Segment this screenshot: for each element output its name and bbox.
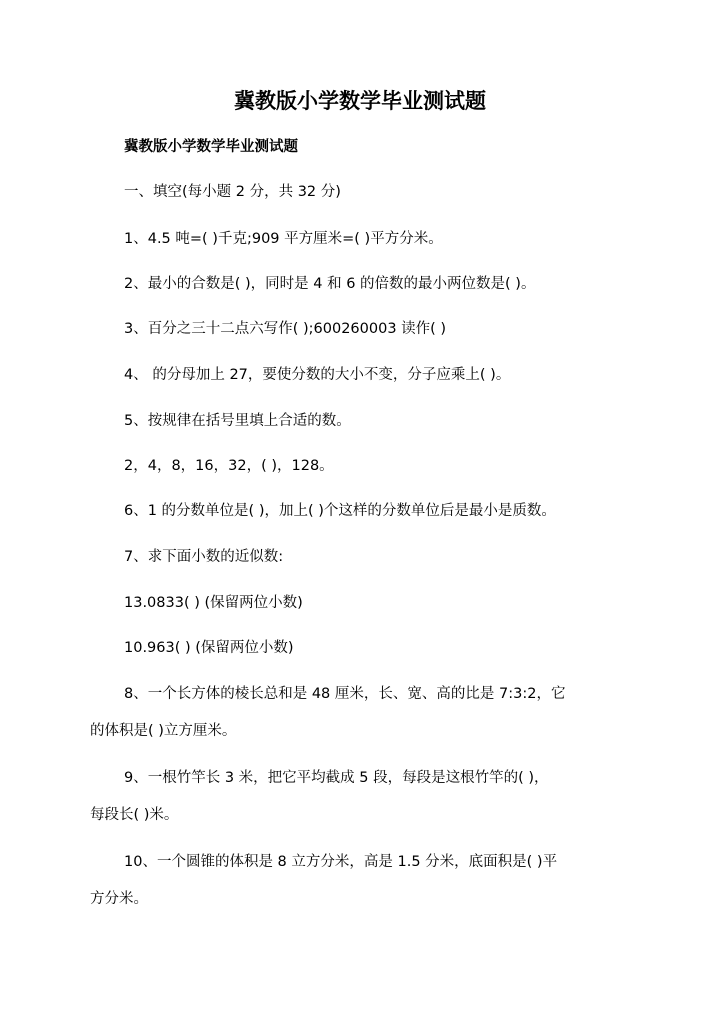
question-5-sequence: 2，4，8，16，32，( )，128。	[124, 458, 334, 474]
question-7: 7、求下面小数的近似数:	[124, 549, 284, 565]
question-9-line-1: 9、一根竹竿长 3 米，把它平均截成 5 段，每段是这根竹竿的( )，	[124, 770, 549, 786]
question-10-line-2: 方分米。	[90, 891, 148, 907]
question-5: 5、按规律在括号里填上合适的数。	[124, 413, 351, 429]
question-10-line-1: 10、一个圆锥的体积是 8 立方分米，高是 1.5 分米，底面积是( )平	[124, 854, 558, 870]
question-6: 6、1 的分数单位是( )，加上( )个这样的分数单位后是最小是质数。	[124, 503, 556, 519]
question-2: 2、最小的合数是( )，同时是 4 和 6 的倍数的最小两位数是( )。	[124, 276, 536, 292]
document-subtitle: 冀教版小学数学毕业测试题	[124, 139, 298, 155]
question-3: 3、百分之三十二点六写作( );600260003 读作( )	[124, 321, 447, 337]
question-8-line-1: 8、一个长方体的棱长总和是 48 厘米，长、宽、高的比是 7:3:2，它	[124, 686, 566, 702]
question-7-item-1: 13.0833( ) (保留两位小数)	[124, 595, 303, 611]
question-8-line-2: 的体积是( )立方厘米。	[90, 723, 237, 739]
question-7-item-2: 10.963( ) (保留两位小数)	[124, 640, 294, 656]
question-1: 1、4.5 吨=( )千克;909 平方厘米=( )平方分米。	[124, 231, 443, 247]
document-title: 冀教版小学数学毕业测试题	[234, 88, 486, 113]
question-9-line-2: 每段长( )米。	[90, 807, 179, 823]
question-4: 4、 的分母加上 27，要使分数的大小不变，分子应乘上( )。	[124, 367, 511, 383]
section-heading: 一、填空(每小题 2 分，共 32 分)	[124, 184, 341, 200]
